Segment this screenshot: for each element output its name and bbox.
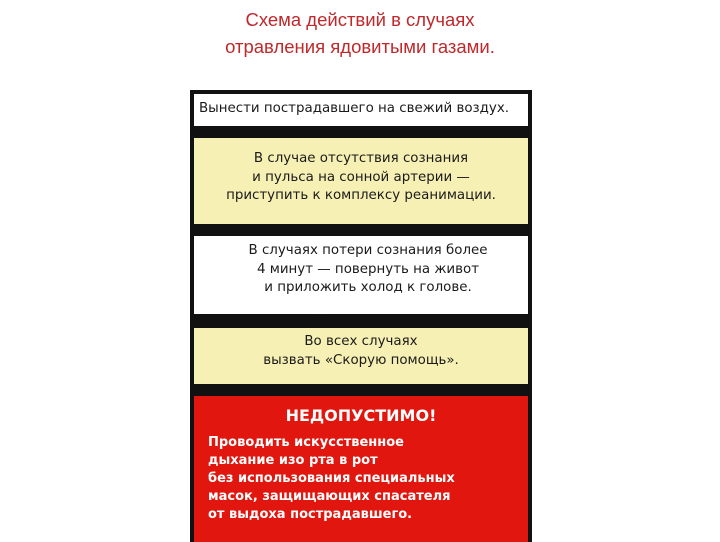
step-2-band [194,138,528,224]
funnel-arrow-3 [316,314,396,328]
warning-band [194,396,528,542]
step-2-line-1: В случае отсутствия сознания [253,151,469,166]
step-4-line-1: Во всех случаях [304,334,418,349]
step-1-band [194,94,528,126]
first-aid-poster [190,90,532,542]
warning-heading: НЕДОПУСТИМО! [285,406,437,425]
step-2-line-3: приступить к комплексу реанимации. [226,188,496,203]
warning-line-4: масок, защищающих спасателя [208,489,451,504]
step-3-band [194,236,528,314]
step-3-line-2: 4 минут — повернуть на живот [256,261,480,277]
step-4-line-2: вызвать «Скорую помощь». [263,352,459,368]
step-2-line-2: и пульса на сонной артерии — [252,169,470,185]
warning-line-3: без использования специальных [208,471,455,486]
step-1-text: Вынести пострадавшего на свежий воздух. [199,101,510,116]
warning-line-2: дыхание изо рта в рот [208,453,378,468]
step-4-band [194,328,528,384]
warning-line-5: от выдоха пострадавшего. [208,507,413,522]
title-line-1: Схема действий в случаях [245,9,475,30]
warning-line-1: Проводить искусственное [208,435,404,450]
title-line-2: отравления ядовитыми газами. [225,36,495,57]
step-3-line-3: и приложить холод к голове. [264,280,472,295]
page-title [0,6,720,60]
step-3-line-1: В случаях потери сознания более [248,243,488,258]
funnel-arrow-1 [276,126,446,138]
